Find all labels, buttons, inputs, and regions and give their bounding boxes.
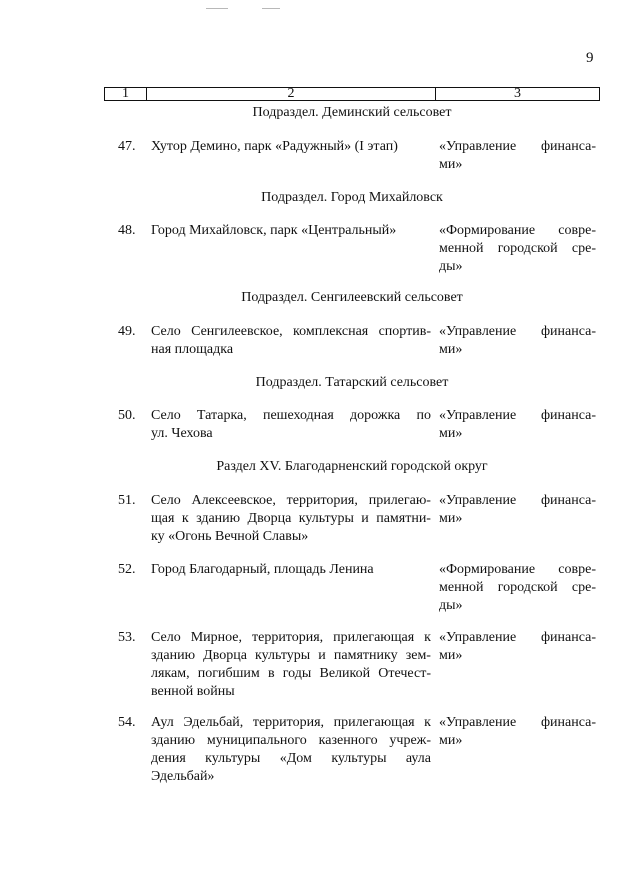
item-description: Село Алексеевское, территория, прилегаю- щая к зданию Дворца культуры и памятни- ку «Огонь Вечной Славы»: [151, 493, 431, 544]
column-header-2: 2: [147, 88, 436, 100]
item-program: «Управление финанса- ми»: [439, 493, 596, 526]
item-number: 51.: [118, 493, 136, 508]
item-number: 49.: [118, 324, 136, 339]
page-number: 9: [586, 50, 594, 66]
item-number: 53.: [118, 630, 136, 645]
item-number: 50.: [118, 408, 136, 423]
item-description: Село Мирное, территория, прилегающая к зданию Дворца культуры и памятнику зем- лякам, погибшим в годы Великой Отечест- венной войны: [151, 630, 431, 699]
item-description: Город Благодарный, площадь Ленина: [151, 562, 374, 577]
scan-mark: [262, 8, 280, 9]
item-program: «Управление финанса- ми»: [439, 139, 596, 172]
subsection-heading: Подраздел. Деминский сельсовет: [252, 105, 452, 120]
item-number: 47.: [118, 139, 136, 154]
subsection-heading: Подраздел. Татарский сельсовет: [255, 375, 449, 390]
item-description: Аул Эдельбай, территория, прилегающая к зданию муниципального казенного учреж- дения культуры «Дом культуры аула Эдельбай»: [151, 715, 431, 784]
scan-mark: [206, 8, 228, 9]
item-program: «Управление финанса- ми»: [439, 630, 596, 663]
item-program: «Управление финанса- ми»: [439, 715, 596, 748]
item-description: Село Сенгилеевское, комплексная спортив- ная площадка: [151, 324, 431, 357]
item-description: Село Татарка, пешеходная дорожка по ул. Чехова: [151, 408, 431, 441]
item-program: «Формирование совре- менной городской сре- ды»: [439, 562, 596, 613]
column-number-header: [104, 87, 600, 101]
section-heading: Раздел XV. Благодарненский городской округ: [216, 459, 488, 474]
item-program: «Формирование совре- менной городской сре- ды»: [439, 223, 596, 274]
item-number: 48.: [118, 223, 136, 238]
item-number: 52.: [118, 562, 136, 577]
item-program: «Управление финанса- ми»: [439, 324, 596, 357]
column-header-3: 3: [514, 86, 521, 101]
item-program: «Управление финанса- ми»: [439, 408, 596, 441]
item-number: 54.: [118, 715, 136, 730]
item-description: Город Михайловск, парк «Центральный»: [151, 223, 397, 238]
column-header-1: 1: [105, 88, 147, 100]
item-description: Хутор Демино, парк «Радужный» (I этап): [151, 139, 398, 154]
subsection-heading: Подраздел. Сенгилеевский сельсовет: [241, 290, 463, 305]
subsection-heading: Подраздел. Город Михайловск: [261, 190, 443, 205]
